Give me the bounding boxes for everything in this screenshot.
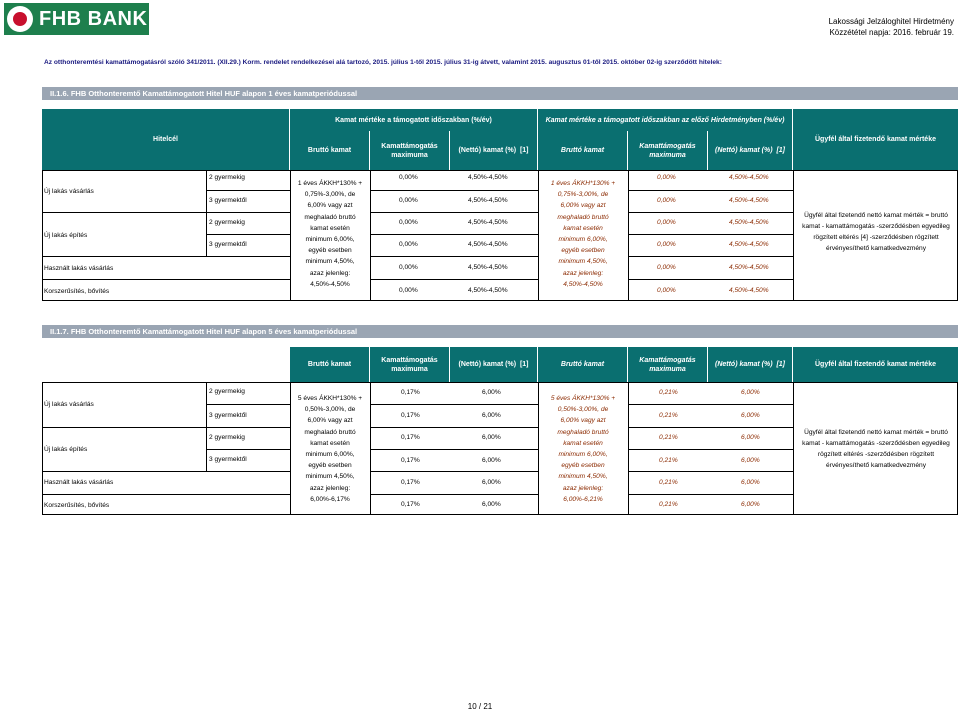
sub-label: 3 gyermektől: [209, 456, 247, 463]
sub-label: 2 gyermekig: [209, 219, 245, 226]
header-title: Lakossági Jelzáloghitel Hirdetmény: [828, 17, 954, 26]
cell-max: 0,00%: [399, 241, 418, 248]
cell-prev-max: 0,21%: [659, 434, 678, 441]
sub-label: 3 gyermektől: [209, 241, 247, 248]
brand-name: FHB BANK: [39, 7, 148, 30]
sub-label: 3 gyermektől: [209, 412, 247, 419]
cell-max: 0,17%: [401, 389, 420, 396]
cell-prev-max: 0,21%: [659, 457, 678, 464]
brutto-formula-2: 5 éves ÁKKH*130% + 0,50%-3,00%, de 6,00% vagy azt meghaladó bruttó kamat esetén minimum 6,00%, egyéb esetben minimum 4,50%, azaz jelenleg: 6,00%-6,17%: [297, 395, 363, 503]
header2-netto: (Nettó) kamat (%) [1]: [450, 347, 538, 382]
header2-client: Ügyfél által fizetendő kamat mértéke: [793, 347, 958, 382]
header2-prev-max: Kamattámogatás maximuma: [628, 347, 708, 382]
purpose-used-purchase: Használt lakás vásárlás: [44, 479, 114, 486]
header-brutto: Bruttó kamat: [290, 131, 370, 170]
brutto-formula: 1 éves ÁKKH*130% + 0,75%-3,00%, de 6,00% vagy azt meghaladó bruttó kamat esetén minimum 6,00%, egyéb esetben minimum 4,50%, azaz jelenleg: 4,50%-4,50%: [297, 180, 363, 288]
sub-label: 2 gyermekig: [209, 174, 245, 181]
header-max: Kamattámogatás maximuma: [370, 131, 450, 170]
cell-max: 0,17%: [401, 457, 420, 464]
intro-text: Az otthonteremtési kamattámogatásról szóló 341/2011. (XII.29.) Korm. rendelet rendelkezései alá tartozó, 2015. július 1-től 2015. július 31-ig átvett, valamint 2015. augusztus 01-től 2015. október 02-ig szerződött hitelek:: [44, 59, 722, 66]
cell-prev-net: 6,00%: [741, 389, 760, 396]
header-prev-brutto: Bruttó kamat: [538, 131, 628, 170]
cell-net: 4,50%-4,50%: [468, 264, 508, 271]
sub-label: 3 gyermektől: [209, 197, 247, 204]
cell-prev-net: 4,50%-4,50%: [729, 197, 769, 204]
cell-net: 6,00%: [482, 457, 501, 464]
cell-net: 4,50%-4,50%: [468, 174, 508, 181]
page-number: 10 / 21: [467, 702, 493, 711]
cell-net: 6,00%: [482, 501, 501, 508]
cell-net: 6,00%: [482, 412, 501, 419]
fhb-bank-logo: [4, 3, 149, 35]
purpose-modernization: Korszerűsítés, bővítés: [44, 288, 110, 295]
cell-prev-net: 6,00%: [741, 501, 760, 508]
cell-net: 6,00%: [482, 389, 501, 396]
cell-prev-net: 6,00%: [741, 457, 760, 464]
client-rate-note: Ügyfél által fizetendő nettó kamat mérték = bruttó kamat - kamattámogatás -szerződésben egyedileg rögzített eltérés [4] -szerződésben rögzített érvényesíthető kamatkedvezmény: [802, 212, 950, 252]
logo-mark-icon: [7, 6, 33, 32]
header2-brutto: Bruttó kamat: [290, 347, 370, 382]
cell-prev-net: 4,50%-4,50%: [729, 264, 769, 271]
cell-prev-net: 6,00%: [741, 434, 760, 441]
cell-net: 6,00%: [482, 434, 501, 441]
sub-label: 2 gyermekig: [209, 434, 245, 441]
cell-prev-net: 4,50%-4,50%: [729, 287, 769, 294]
purpose-used-purchase: Használt lakás vásárlás: [44, 265, 114, 272]
cell-prev-net: 4,50%-4,50%: [729, 241, 769, 248]
cell-net: 4,50%-4,50%: [468, 219, 508, 226]
cell-max: 0,00%: [399, 174, 418, 181]
header2-prev-netto: (Nettó) kamat (%) [1]: [708, 347, 793, 382]
header-group-previous: Kamat mértéke a támogatott időszakban az előző Hirdetményben (%/év): [538, 109, 793, 131]
client-rate-note-2: Ügyfél által fizetendő nettó kamat mérték = bruttó kamat - kamattámogatás -szerződésben egyedileg rögzített eltérés -szerződésben rögzített érvényesíthető kamatkedvezmény: [802, 429, 950, 469]
cell-prev-max: 0,00%: [657, 197, 676, 204]
cell-max: 0,17%: [401, 479, 420, 486]
header2-max: Kamattámogatás maximuma: [370, 347, 450, 382]
header2-prev-brutto: Bruttó kamat: [538, 347, 628, 382]
cell-prev-net: 6,00%: [741, 479, 760, 486]
cell-prev-net: 6,00%: [741, 412, 760, 419]
cell-prev-max: 0,21%: [659, 501, 678, 508]
publish-date: Közzététel napja: 2016. február 19.: [829, 28, 954, 37]
cell-net: 4,50%-4,50%: [468, 287, 508, 294]
section-title-2: II.1.7. FHB Otthonteremtő Kamattámogatott Hitel HUF alapon 5 éves kamatperiódussal: [42, 325, 958, 338]
section-title-1: II.1.6. FHB Otthonteremtő Kamattámogatott Hitel HUF alapon 1 éves kamatperiódussal: [42, 87, 958, 100]
cell-net: 4,50%-4,50%: [468, 241, 508, 248]
header-group-current: Kamat mértéke a támogatott időszakban (%/év): [290, 109, 538, 131]
document-header: [829, 16, 954, 38]
purpose-new-build: Új lakás építés: [44, 446, 88, 453]
header-netto: (Nettó) kamat (%) [1]: [450, 131, 538, 170]
cell-max: 0,00%: [399, 287, 418, 294]
cell-max: 0,00%: [399, 197, 418, 204]
cell-prev-max: 0,21%: [659, 389, 678, 396]
purpose-new-build: Új lakás építés: [44, 232, 88, 239]
prev-brutto-formula: 1 éves ÁKKH*130% + 0,75%-3,00%, de 6,00% vagy azt meghaladó bruttó kamat esetén minimum 6,00%, egyéb esetben minimum 4,50%, azaz jelenleg: 4,50%-4,50%: [550, 180, 616, 288]
cell-max: 0,17%: [401, 501, 420, 508]
purpose-modernization: Korszerűsítés, bővítés: [44, 502, 110, 509]
cell-max: 0,00%: [399, 219, 418, 226]
cell-prev-max: 0,00%: [657, 241, 676, 248]
purpose-new-purchase: Új lakás vásárlás: [44, 188, 94, 195]
cell-max: 0,00%: [399, 264, 418, 271]
sub-label: 2 gyermekig: [209, 388, 245, 395]
prev-brutto-formula-2: 5 éves ÁKKH*130% + 0,50%-3,00%, de 6,00% vagy azt meghaladó bruttó kamat esetén minimum 6,00%, egyéb esetben minimum 4,50%, azaz jelenleg: 6,00%-6,21%: [550, 395, 616, 503]
cell-prev-max: 0,00%: [657, 219, 676, 226]
header-client: Ügyfél által fizetendő kamat mértéke: [793, 109, 958, 170]
cell-prev-net: 4,50%-4,50%: [729, 174, 769, 181]
header-prev-netto: (Nettó) kamat (%) [1]: [708, 131, 793, 170]
cell-net: 6,00%: [482, 479, 501, 486]
header-prev-max: Kamattámogatás maximuma: [628, 131, 708, 170]
cell-prev-max: 0,00%: [657, 174, 676, 181]
header-purpose: Hitelcél: [42, 109, 290, 170]
purpose-new-purchase: Új lakás vásárlás: [44, 401, 94, 408]
cell-prev-max: 0,00%: [657, 264, 676, 271]
cell-max: 0,17%: [401, 412, 420, 419]
cell-prev-max: 0,21%: [659, 412, 678, 419]
cell-prev-max: 0,00%: [657, 287, 676, 294]
cell-max: 0,17%: [401, 434, 420, 441]
cell-prev-net: 4,50%-4,50%: [729, 219, 769, 226]
cell-prev-max: 0,21%: [659, 479, 678, 486]
cell-net: 4,50%-4,50%: [468, 197, 508, 204]
